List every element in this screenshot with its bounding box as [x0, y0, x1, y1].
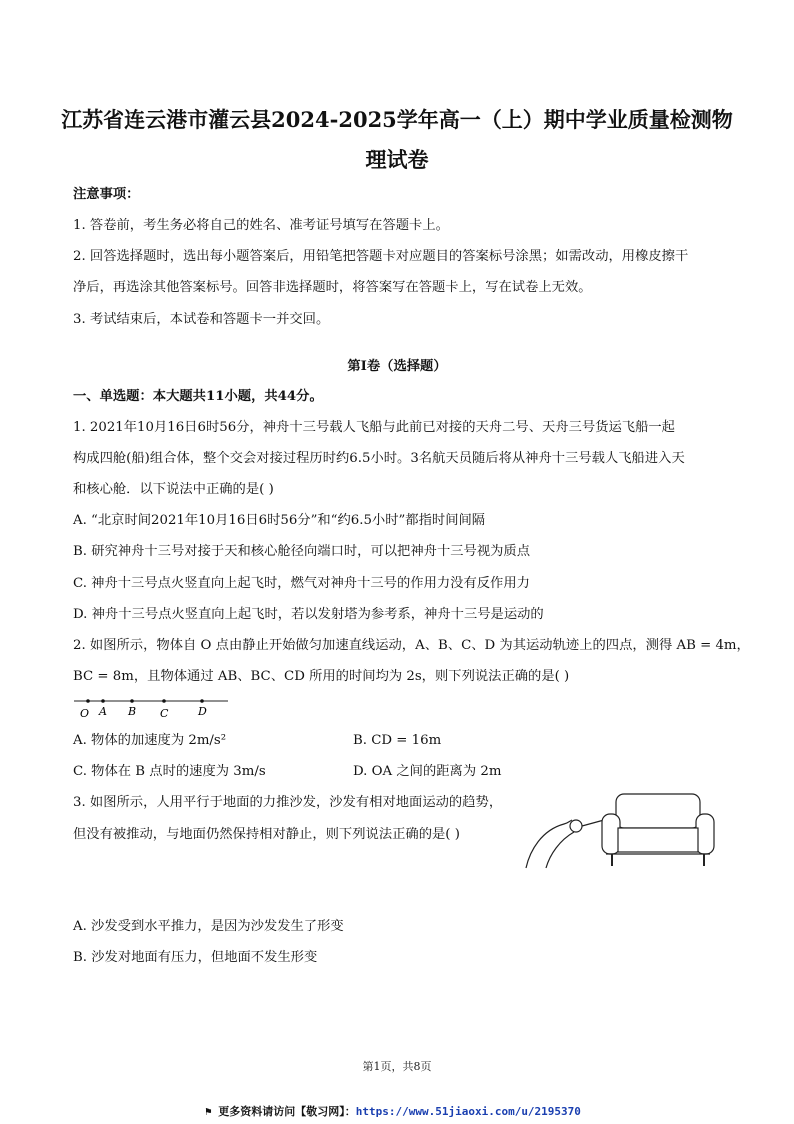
notice-item-1: 1. 答卷前，考生务必将自己的姓名、准考证号填写在答题卡上。	[73, 218, 449, 233]
q2-option-a: A. 物体的加速度为 2m/s²	[73, 733, 227, 748]
q3-line-2: 但没有被推动，与地面仍然保持相对静止，则下列说法正确的是( )	[73, 827, 460, 842]
banner-link[interactable]: https://www.51jiaoxi.com/u/2195370	[355, 1105, 581, 1118]
q2-track-figure	[72, 694, 232, 722]
section-heading: 一、单选题：本大题共11小题，共44分。	[73, 389, 323, 404]
q2-option-d: D. OA 之间的距离为 2m	[353, 764, 502, 779]
q3-option-a: A. 沙发受到水平推力，是因为沙发发生了形变	[73, 919, 344, 934]
q1-line-1: 1. 2021年10月16日6时56分，神舟十三号载人飞船与此前已对接的天舟二号、天舟三号货运飞船一起	[73, 420, 675, 435]
q2-option-b: B. CD = 16m	[353, 733, 442, 748]
q2-option-c: C. 物体在 B 点时的速度为 3m/s	[73, 764, 266, 779]
q1-option-c: C. 神舟十三号点火竖直向上起飞时，燃气对神舟十三号的作用力没有反作用力	[73, 576, 530, 591]
exam-title-line2: 理试卷	[365, 147, 429, 172]
q3-line-1: 3. 如图所示，人用平行于地面的力推沙发，沙发有相对地面运动的趋势，	[73, 795, 503, 810]
q3-option-b: B. 沙发对地面有压力，但地面不发生形变	[73, 950, 318, 965]
q2-line-1: 2. 如图所示，物体自 O 点由静止开始做匀加速直线运动，A、B、C、D 为其运动轨迹上的四点，测得 AB = 4m，	[73, 638, 750, 653]
q3-sofa-figure	[524, 790, 724, 872]
q1-option-b: B. 研究神舟十三号对接于天和核心舱径向端口时，可以把神舟十三号视为质点	[73, 544, 531, 559]
point-label-b: B	[128, 705, 137, 718]
notice-item-3: 3. 考试结束后，本试卷和答题卡一并交回。	[73, 312, 330, 327]
q1-line-2: 构成四舱(船)组合体，整个交会对接过程历时约6.5小时。3名航天员随后将从神舟十三号载人飞船进入天	[73, 451, 685, 466]
point-label-d: D	[198, 705, 207, 718]
point-label-o: O	[80, 707, 90, 720]
q1-line-3: 和核心舱．以下说法中正确的是( )	[73, 482, 274, 497]
point-label-c: C	[160, 707, 169, 720]
resource-banner	[205, 1103, 581, 1119]
notice-item-2-cont: 净后，再选涂其他答案标号。回答非选择题时，将答案写在答题卡上，写在试卷上无效。	[73, 280, 592, 295]
q1-option-a: A. “北京时间2021年10月16日6时56分”和“约6.5小时”都指时间间隔	[73, 513, 486, 528]
q1-option-d: D. 神舟十三号点火竖直向上起飞时，若以发射塔为参考系，神舟十三号是运动的	[73, 607, 544, 622]
page-number: 第1页，共8页	[362, 1060, 432, 1073]
notice-heading: 注意事项：	[73, 187, 140, 202]
point-label-a: A	[99, 705, 107, 718]
q2-line-2: BC = 8m，且物体通过 AB、BC、CD 所用的时间均为 2s，则下列说法正确的是( )	[73, 669, 570, 684]
part-heading: 第I卷（选择题）	[347, 359, 447, 374]
flag-icon: ⚑	[205, 1105, 212, 1118]
banner-prefix: 更多资料请访问【敬习网】：	[218, 1105, 356, 1118]
exam-title-line1: 江苏省连云港市灌云县2024-2025学年高一（上）期中学业质量检测物	[61, 107, 733, 132]
notice-item-2: 2. 回答选择题时，选出每小题答案后，用铅笔把答题卡对应题目的答案标号涂黑；如需改动，用橡皮擦干	[73, 249, 689, 264]
